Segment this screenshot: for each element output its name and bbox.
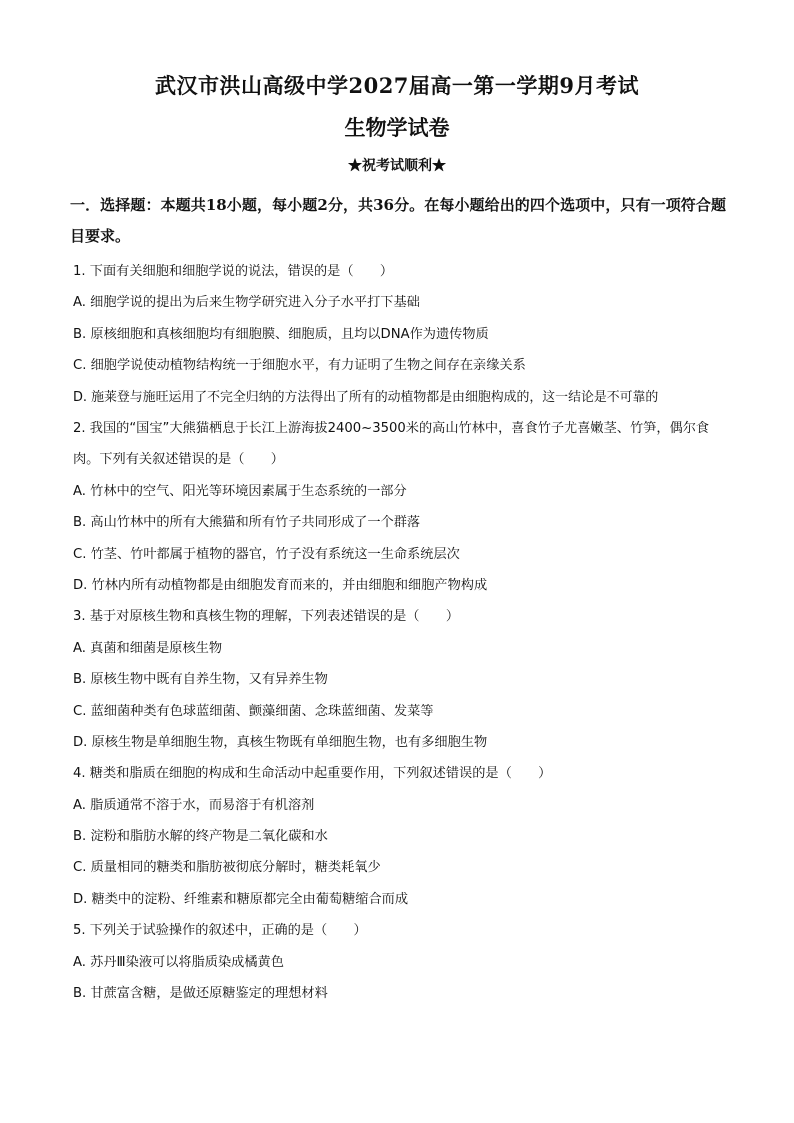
option-b: B. 高山竹林中的所有大熊猫和所有竹子共同形成了一个群落 (73, 515, 421, 531)
question-stem: 3. 基于对原核生物和真核生物的理解，下列表述错误的是（ ） (73, 609, 460, 625)
option-a: A. 细胞学说的提出为后来生物学研究进入分子水平打下基础 (73, 295, 420, 311)
option-d: D. 竹林内所有动植物都是由细胞发育而来的，并由细胞和细胞产物构成 (73, 577, 488, 593)
exam-title: 武汉市洪山高级中学2027届高一第一学期9月考试 (154, 73, 640, 98)
option-a: A. 苏丹Ⅲ染液可以将脂质染成橘黄色 (73, 954, 284, 970)
option-c: C. 蓝细菌种类有色球蓝细菌、颤藻细菌、念珠蓝细菌、发菜等 (73, 703, 434, 719)
option-b: B. 淀粉和脂肪水解的终产物是二氧化碳和水 (73, 829, 328, 845)
option-a: A. 脂质通常不溶于水，而易溶于有机溶剂 (73, 797, 315, 813)
option-d: D. 糖类中的淀粉、纤维素和糖原都完全由葡萄糖缩合而成 (73, 891, 409, 907)
option-b: B. 原核生物中既有自养生物，又有异养生物 (73, 672, 328, 688)
option-a: A. 真菌和细菌是原核生物 (73, 640, 223, 656)
option-d: D. 施莱登与施旺运用了不完全归纳的方法得出了所有的动植物都是由细胞构成的，这一结论是不可靠的 (73, 389, 659, 405)
question-stem: 1. 下面有关细胞和细胞学说的说法，错误的是（ ） (73, 264, 394, 279)
option-c: C. 质量相同的糖类和脂肪被彻底分解时，糖类耗氧少 (73, 860, 381, 876)
question-stem: 2. 我国的“国宝”大熊猫栖息于长江上游海拔2400~3500米的高山竹林中，喜食竹子尤喜嫩茎、竹笋，偶尔食肉。下列有关叙述错误的是（ ） (73, 420, 710, 468)
option-b: B. 甘蔗富含糖，是做还原糖鉴定的理想材料 (73, 986, 328, 1002)
option-b: B. 原核细胞和真核细胞均有细胞膜、细胞质，且均以DNA作为遗传物质 (73, 326, 489, 342)
option-d: D. 原核生物是单细胞生物，真核生物既有单细胞生物，也有多细胞生物 (73, 734, 488, 750)
section-heading: 一．选择题：本题共18小题，每小题2分，共36分。在每小题给出的四个选项中，只有一项符合题目要求。 (70, 196, 726, 245)
question-stem: 4. 糖类和脂质在细胞的构成和生命活动中起重要作用，下列叙述错误的是（ ） (73, 766, 552, 782)
question-stem: 5. 下列关于试验操作的叙述中，正确的是（ ） (73, 923, 367, 939)
question-list (73, 256, 723, 1009)
option-c: C. 细胞学说使动植物结构统一于细胞水平，有力证明了生物之间存在亲缘关系 (73, 358, 526, 374)
exam-subtitle: 生物学试卷 (344, 115, 450, 140)
option-a: A. 竹林中的空气、阳光等环境因素属于生态系统的一部分 (73, 483, 407, 499)
option-c: C. 竹茎、竹叶都属于植物的器官，竹子没有系统这一生命系统层次 (73, 546, 460, 562)
good-luck-line: ★祝考试顺利★ (348, 158, 446, 174)
